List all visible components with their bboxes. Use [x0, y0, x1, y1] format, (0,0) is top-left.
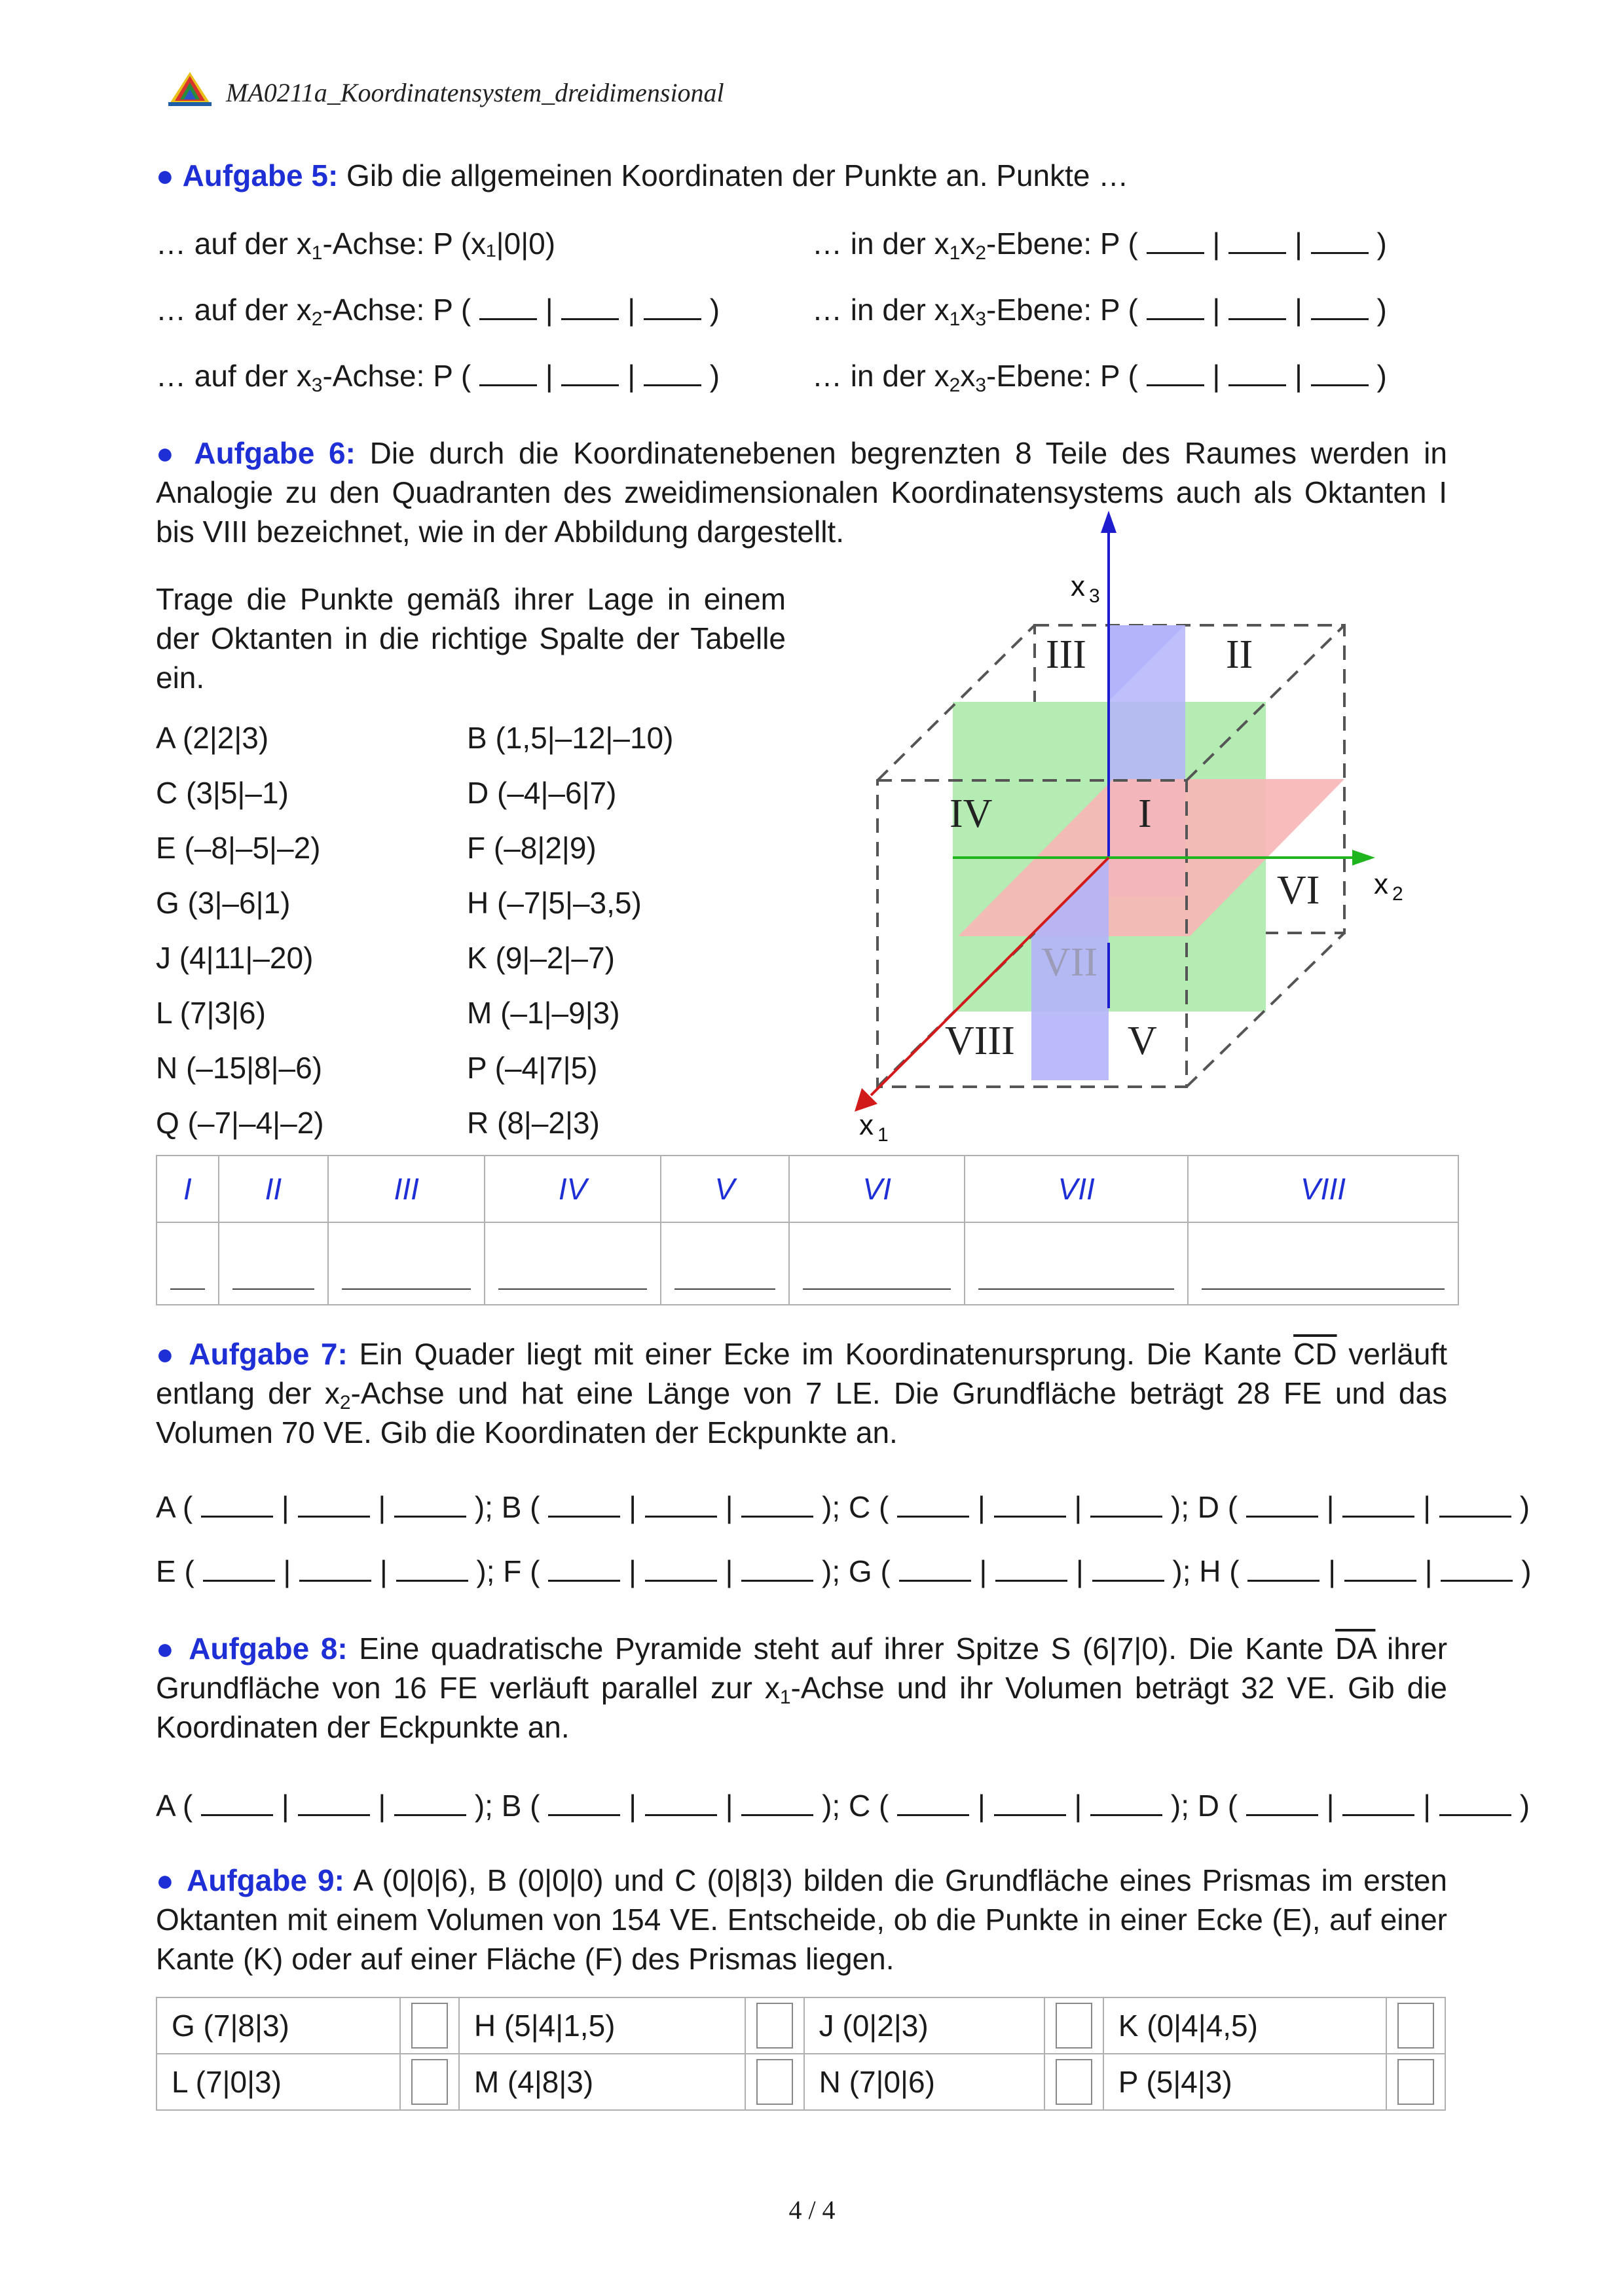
octant-label: VI — [1277, 868, 1320, 913]
svg-text:2: 2 — [1392, 883, 1403, 905]
answer-box[interactable] — [1056, 2003, 1092, 2049]
answer-box[interactable] — [1397, 2059, 1434, 2105]
point-item: L (7|3|6) — [156, 996, 266, 1030]
answer-box[interactable] — [756, 2003, 793, 2049]
answer-blank[interactable] — [548, 1489, 620, 1518]
octant-answer-cell[interactable] — [789, 1222, 965, 1305]
answer-blank[interactable] — [394, 1788, 466, 1816]
task6-label: Aufgabe 6: — [194, 436, 356, 470]
octant-header: II — [219, 1156, 328, 1222]
answer-blank[interactable] — [298, 1489, 370, 1518]
task9-point: M (4|8|3) — [459, 2054, 745, 2110]
task5-label: Aufgabe 5: — [182, 158, 339, 192]
axis-label-x1: x — [859, 1109, 874, 1141]
answer-blank[interactable] — [994, 1489, 1066, 1518]
answer-blank[interactable] — [741, 1489, 813, 1518]
task8-text: ● Aufgabe 8: Eine quadratische Pyramide steht auf ihrer Spitze S (6|7|0). Die Kante $\overline{DA}$ ihrer Grundfläche von 16 FE verläuft parallel zur $x_1$-Achse und ihr Volumen beträgt 32 VE. Gib die Koordinaten der Eckpunkte an. — [156, 1631, 1448, 1744]
task9-text: ● Aufgabe 9: A (0|0|6), B (0|0|0) und C (0|8|3) bilden die Grundfläche eines Prismas im ersten Oktanten mit einem Volumen von 154 VE. Entscheide, ob die Punkte in einer Ecke (E), auf einer Kante (K) oder auf einer Fläche (F) des Prismas liegen. — [156, 1863, 1447, 1976]
given-point: (x₁|0|0) — [460, 227, 556, 261]
answer-box[interactable] — [1397, 2003, 1434, 2049]
octant-answer-cell[interactable] — [1188, 1222, 1458, 1305]
page-number: 4 / 4 — [788, 2195, 836, 2225]
task6-text: ● Aufgabe 6: Die durch die Koordinatenebenen begrenzten 8 Teile des Raumes werden in Analogie zu den Quadranten des zweidimensionalen Koordinatensystems auch als Oktanten I bis VIII bezeichnet, wie in der Abbildung dargestellt. — [156, 436, 1447, 549]
task6-instruction: Trage die Punkte gemäß ihrer Lage in einem der Oktanten in die richtige Spalte der Tabelle ein. — [156, 582, 786, 695]
point-item: Q (–7|–4|–2) — [156, 1106, 324, 1140]
point-item: M (–1|–9|3) — [467, 996, 620, 1030]
answer-blank[interactable] — [741, 1788, 813, 1816]
task7-answers-row1: A ( | | ); B ( | | ); C ( | | ); D ( | | ) — [156, 1490, 1530, 1524]
point-item: N (–15|8|–6) — [156, 1051, 323, 1085]
octant-label: I — [1138, 792, 1152, 836]
answer-blank[interactable] — [995, 1554, 1067, 1582]
point-item: C (3|5|–1) — [156, 776, 289, 810]
answer-blank[interactable] — [1342, 1788, 1414, 1816]
task9-point: K (0|4|4,5) — [1103, 1997, 1386, 2054]
answer-box[interactable] — [411, 2003, 448, 2049]
document-title: MA0211a_Koordinatensystem_dreidimensional — [226, 78, 724, 107]
octant-answer-cell[interactable] — [328, 1222, 485, 1305]
answer-blank[interactable] — [1311, 358, 1369, 386]
octant-header: VIII — [1188, 1156, 1458, 1222]
octant-label: VII — [1041, 940, 1098, 985]
answer-blank[interactable] — [1228, 358, 1286, 386]
answer-blank[interactable] — [299, 1554, 371, 1582]
axis-x3-arrow-icon — [1101, 511, 1116, 533]
task9-point: P (5|4|3) — [1103, 2054, 1386, 2110]
point-item: G (3|–6|1) — [156, 886, 291, 920]
answer-blank[interactable] — [1247, 1554, 1320, 1582]
octant-header: I — [157, 1156, 219, 1222]
logo-icon — [167, 71, 213, 107]
point-item: D (–4|–6|7) — [467, 776, 617, 810]
answer-blank[interactable] — [644, 358, 701, 386]
answer-blank[interactable] — [561, 358, 619, 386]
octant-label: II — [1226, 632, 1253, 677]
answer-blank[interactable] — [1246, 1788, 1318, 1816]
task7-text: ● Aufgabe 7: Ein Quader liegt mit einer Ecke im Koordinatenursprung. Die Kante $\overline{CD}$ verläuft entlang der $x_2$-Achse und hat eine Länge von 7 LE. Die Grundfläche beträgt 28 FE und das Volumen 70 VE. Gib die Koordinaten der Eckpunkte an. — [156, 1337, 1448, 1449]
axis-x2-arrow-icon — [1352, 850, 1375, 866]
octant-diagram — [825, 511, 1480, 1152]
answer-blank[interactable] — [1092, 1554, 1164, 1582]
task5-plane-x1x2: … in der $x_1x_2$-Ebene: P ( | | ) — [812, 227, 1387, 264]
answer-blank[interactable] — [1311, 292, 1369, 320]
octant-answer-cell[interactable] — [485, 1222, 660, 1305]
octant-header: VII — [965, 1156, 1188, 1222]
task7-label: Aufgabe 7: — [189, 1337, 348, 1371]
task5-axis-x1: … auf der $x_1$-Achse: P (x₁|0|0) — [156, 227, 556, 264]
task8-answers: A ( | | ); B ( | | ); C ( | | ); D ( | | ) — [156, 1789, 1530, 1823]
edge-da: $\overline{DA}$ — [1335, 1631, 1376, 1666]
answer-blank[interactable] — [994, 1788, 1066, 1816]
octant-table — [156, 1155, 1459, 1305]
answer-blank[interactable] — [548, 1554, 620, 1582]
answer-blank[interactable] — [645, 1489, 717, 1518]
points-left-column — [156, 710, 324, 1150]
answer-box[interactable] — [411, 2059, 448, 2105]
point-item: P (–4|7|5) — [467, 1051, 598, 1085]
octant-label: VIII — [945, 1019, 1015, 1063]
answer-blank[interactable] — [897, 1788, 969, 1816]
octant-answer-cell[interactable] — [157, 1222, 219, 1305]
answer-blank[interactable] — [899, 1554, 971, 1582]
task8-label: Aufgabe 8: — [189, 1631, 348, 1666]
point-item: K (9|–2|–7) — [467, 941, 615, 975]
svg-text:3: 3 — [1089, 585, 1100, 607]
task9-point: G (7|8|3) — [157, 1997, 400, 2054]
point-item: J (4|11|–20) — [156, 941, 314, 975]
answer-blank[interactable] — [897, 1489, 969, 1518]
task5-axis-x3: … auf der $x_3$-Achse: P ( | | ) — [156, 359, 720, 396]
answer-blank[interactable] — [396, 1554, 468, 1582]
answer-blank[interactable] — [1344, 1554, 1416, 1582]
octant-label: IV — [950, 792, 993, 836]
task5-plane-x2x3: … in der $x_2x_3$-Ebene: P ( | | ) — [812, 359, 1387, 396]
axis-label-x3: x — [1071, 570, 1085, 602]
answer-blank[interactable] — [1147, 292, 1204, 320]
octant-answer-cell[interactable] — [661, 1222, 789, 1305]
answer-blank[interactable] — [1228, 292, 1286, 320]
answer-blank[interactable] — [1090, 1788, 1162, 1816]
task9-point: L (7|0|3) — [157, 2054, 400, 2110]
task7-answers-row2: E ( | | ); F ( | | ); G ( | | ); H ( | | ) — [156, 1554, 1532, 1588]
answer-box[interactable] — [1056, 2059, 1092, 2105]
task9-table — [156, 1997, 1446, 2111]
answer-blank[interactable] — [479, 358, 537, 386]
task5-heading: ● Aufgabe 5: Gib die allgemeinen Koordinaten der Punkte an. Punkte … — [156, 158, 1129, 192]
answer-blank[interactable] — [644, 292, 701, 320]
answer-box[interactable] — [756, 2059, 793, 2105]
edge-cd: $\overline{CD}$ — [1293, 1337, 1337, 1371]
answer-blank[interactable] — [203, 1554, 275, 1582]
points-right-column — [467, 710, 673, 1150]
point-item: A (2|2|3) — [156, 721, 269, 755]
answer-blank[interactable] — [1246, 1489, 1318, 1518]
point-item: R (8|–2|3) — [467, 1106, 600, 1140]
answer-blank[interactable] — [1342, 1489, 1414, 1518]
answer-blank[interactable] — [1090, 1489, 1162, 1518]
octant-header: V — [661, 1156, 789, 1222]
answer-blank[interactable] — [1311, 226, 1369, 254]
answer-blank[interactable] — [201, 1788, 273, 1816]
octant-label: V — [1128, 1019, 1157, 1063]
answer-blank[interactable] — [561, 292, 619, 320]
octant-answer-cell[interactable] — [965, 1222, 1188, 1305]
answer-blank[interactable] — [394, 1489, 466, 1518]
octant-header: IV — [485, 1156, 660, 1222]
task9-label: Aufgabe 9: — [187, 1863, 344, 1897]
answer-blank[interactable] — [1441, 1554, 1513, 1582]
answer-blank[interactable] — [645, 1788, 717, 1816]
task5-intro: Gib die allgemeinen Koordinaten der Punkte an. Punkte … — [346, 158, 1129, 192]
answer-blank[interactable] — [1147, 358, 1204, 386]
task9-point: J (0|2|3) — [804, 1997, 1044, 2054]
svg-text:1: 1 — [877, 1124, 889, 1146]
octant-header: VI — [789, 1156, 965, 1222]
answer-blank[interactable] — [548, 1788, 620, 1816]
task9-point: N (7|0|6) — [804, 2054, 1044, 2110]
point-item: B (1,5|–12|–10) — [467, 721, 674, 755]
point-item: H (–7|5|–3,5) — [467, 886, 642, 920]
answer-blank[interactable] — [1439, 1788, 1511, 1816]
answer-blank[interactable] — [741, 1554, 813, 1582]
answer-blank[interactable] — [479, 292, 537, 320]
answer-blank[interactable] — [298, 1788, 370, 1816]
task5-plane-x1x3: … in der $x_1x_3$-Ebene: P ( | | ) — [812, 293, 1387, 330]
answer-blank[interactable] — [645, 1554, 717, 1582]
octant-answer-cell[interactable] — [219, 1222, 328, 1305]
answer-blank[interactable] — [1147, 226, 1204, 254]
axis-label-x2: x — [1374, 868, 1388, 900]
task9-point: H (5|4|1,5) — [459, 1997, 745, 2054]
answer-blank[interactable] — [1439, 1489, 1511, 1518]
point-item: F (–8|2|9) — [467, 831, 597, 865]
octant-header: III — [328, 1156, 485, 1222]
point-item: E (–8|–5|–2) — [156, 831, 321, 865]
answer-blank[interactable] — [1228, 226, 1286, 254]
octant-label: III — [1046, 632, 1086, 677]
task5-axis-x2: … auf der $x_2$-Achse: P ( | | ) — [156, 293, 720, 330]
answer-blank[interactable] — [201, 1489, 273, 1518]
